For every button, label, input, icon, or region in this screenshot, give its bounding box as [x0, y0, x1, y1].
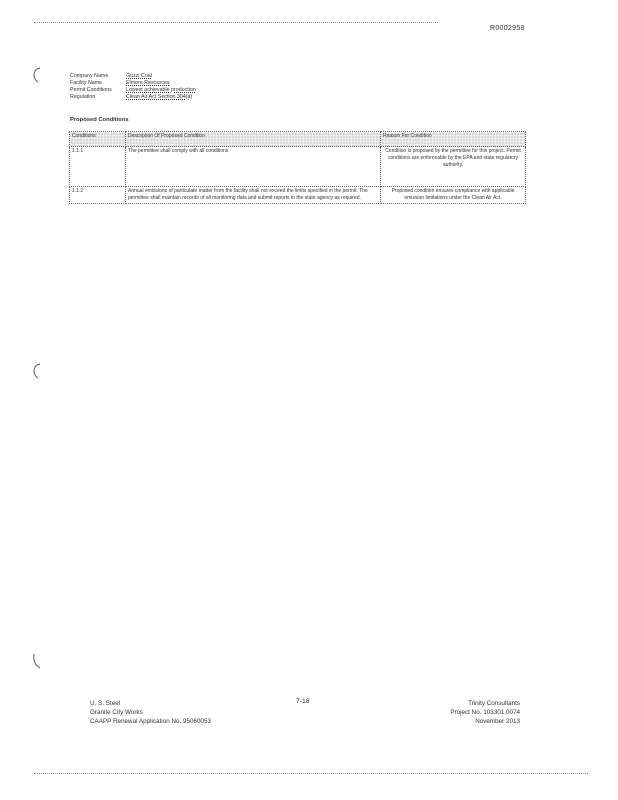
binder-hole-mark	[30, 652, 42, 670]
page-number: 7-18	[296, 698, 310, 705]
table-row	[70, 147, 526, 187]
permit-info-value: Lowest achievable production	[126, 87, 196, 93]
condition-id: 1.1.1	[70, 147, 126, 187]
column-header: Conditions	[70, 132, 126, 147]
footer-project-number: Project No. 103301.0074	[450, 709, 520, 716]
footer-application-number: CAAPP Renewal Application No. 95060053	[90, 718, 212, 725]
permit-info-label: Facility Name	[70, 80, 103, 86]
condition-description: The permittee shall comply with all conditions	[126, 147, 381, 187]
document-id: R0002958	[490, 25, 525, 32]
permit-info-block	[70, 73, 196, 101]
permit-info-row	[70, 87, 196, 94]
column-header: Description Of Proposed Condition	[126, 132, 381, 147]
page-bottom-edge	[34, 773, 588, 774]
footer-facility: Granite City Works	[90, 709, 143, 716]
section-title: Proposed Conditions	[70, 117, 129, 123]
permit-info-label: Regulation	[70, 94, 96, 100]
conditions-table	[69, 131, 526, 204]
permit-info-value: Guzzi Coal	[126, 73, 152, 79]
permit-info-row	[70, 94, 196, 101]
permit-info-row	[70, 73, 196, 80]
footer-date: November 2013	[475, 718, 520, 725]
table-header-row	[70, 132, 526, 147]
footer-right	[410, 699, 520, 726]
permit-info-label: Company Name	[70, 73, 109, 79]
condition-reason: Proposed condition ensures compliance with applicable emission limitations under the Clean Air Act.	[381, 187, 526, 204]
binder-hole-mark	[30, 66, 42, 84]
footer-left	[90, 699, 211, 726]
page-top-edge	[34, 22, 438, 23]
condition-description: Annual emissions of particulate matter from the facility shall not exceed the limits specified in the permit. The permittee shall maintain records of all monitoring data and submit reports to the state agency as required.	[126, 187, 381, 204]
column-header: Reason For Condition	[381, 132, 526, 147]
permit-info-value: Clean Air Act Section 304(a)	[126, 94, 193, 100]
footer-company: U. S. Steel	[90, 700, 121, 707]
condition-reason: Condition is proposed by the permittee for this project. Permit conditions are enforceable by the EPA and state regulatory authority.	[381, 147, 526, 187]
permit-info-label: Permit Conditions	[70, 87, 112, 93]
permit-info-row	[70, 80, 196, 87]
binder-hole-mark	[30, 362, 42, 380]
footer-consultant: Trinity Consultants	[468, 700, 520, 707]
table-row	[70, 187, 526, 204]
permit-info-value: Elmore Resources	[126, 80, 170, 86]
condition-id: 1.1.2	[70, 187, 126, 204]
